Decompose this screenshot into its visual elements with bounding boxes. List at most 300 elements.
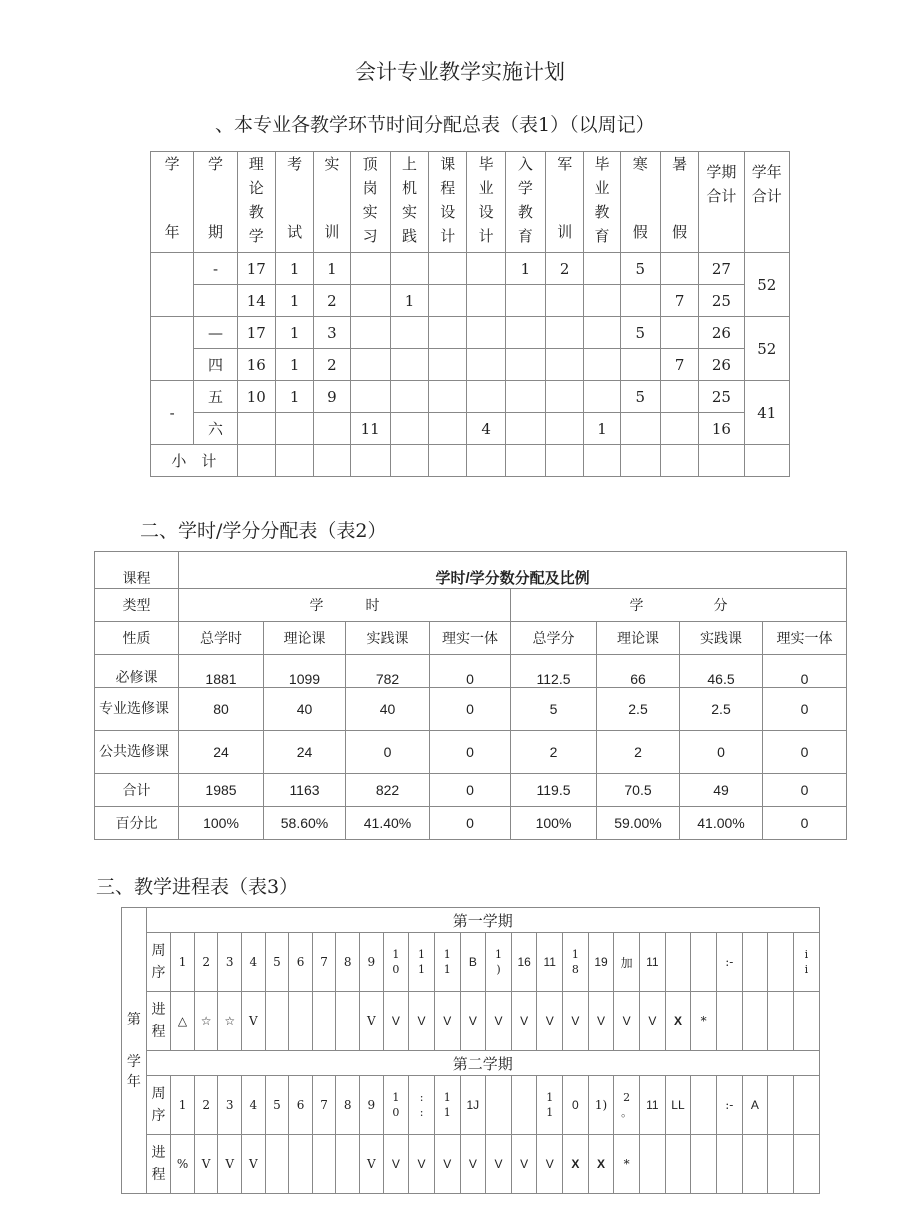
progress-cell xyxy=(793,1135,819,1194)
week-cell: i i xyxy=(793,933,819,992)
value-cell: 66 xyxy=(597,655,680,688)
cell: 5 xyxy=(620,317,660,349)
cell: 2 xyxy=(546,253,584,285)
table1-header-cell xyxy=(151,152,194,253)
week-cell xyxy=(793,1076,819,1135)
week-cell: 8 xyxy=(336,1076,360,1135)
cell: 1 xyxy=(275,253,313,285)
progress-cell: V xyxy=(434,1135,460,1194)
cell: 25 xyxy=(699,381,744,413)
progress-cell: V xyxy=(460,1135,486,1194)
cell xyxy=(467,285,505,317)
week-label xyxy=(146,933,171,992)
cell xyxy=(350,317,390,349)
cell: 1 xyxy=(390,285,428,317)
week-cell: 11 xyxy=(640,1076,666,1135)
side-top: 第 xyxy=(126,1011,141,1028)
table1-header-cell xyxy=(194,152,237,253)
week-cell xyxy=(665,933,691,992)
h-type: 类型 xyxy=(95,589,179,622)
cell xyxy=(314,413,350,445)
table1-header-cell xyxy=(314,152,350,253)
week-cell: 1 8 xyxy=(563,933,589,992)
progress-cell xyxy=(289,1135,313,1194)
progress-cell: V xyxy=(614,992,640,1051)
value-cell: 24 xyxy=(179,731,264,774)
progress-cell xyxy=(289,992,313,1051)
progress-cell xyxy=(716,992,742,1051)
header-char: 合计 xyxy=(751,187,782,205)
week-cell: 11 xyxy=(640,933,666,992)
week-cell: : : xyxy=(409,1076,435,1135)
progress-cell: V xyxy=(511,992,537,1051)
week-cell: 1 xyxy=(171,933,195,992)
week-cell: A xyxy=(742,1076,768,1135)
week-cell: 5 xyxy=(265,1076,289,1135)
cell xyxy=(390,253,428,285)
progress-cell: X xyxy=(665,992,691,1051)
cell xyxy=(505,349,545,381)
cell xyxy=(584,381,620,413)
column-header: 实践课 xyxy=(346,622,430,655)
cell xyxy=(467,381,505,413)
header-char: 合计 xyxy=(706,187,737,205)
week-cell: 9 xyxy=(360,1076,384,1135)
progress-cell: % xyxy=(171,1135,195,1194)
cell xyxy=(584,285,620,317)
header-char: 习 xyxy=(362,227,378,245)
cell xyxy=(546,381,584,413)
progress-cell: X xyxy=(588,1135,614,1194)
header-char: 学 xyxy=(207,155,223,173)
progress-cell xyxy=(312,1135,336,1194)
progress-cell xyxy=(336,1135,360,1194)
value-cell: 41.40% xyxy=(346,807,430,840)
cell xyxy=(350,381,390,413)
header-char: 理 xyxy=(248,155,264,173)
cell: 52 xyxy=(744,317,789,381)
week-cell: 6 xyxy=(289,933,313,992)
cell: 1 xyxy=(275,285,313,317)
table1-header-cell xyxy=(744,152,789,253)
table2-row xyxy=(95,774,847,807)
header-char: 训 xyxy=(557,223,573,241)
week-cell: 2 。 xyxy=(614,1076,640,1135)
header-char: 期 xyxy=(207,223,223,241)
week-cell: 9 xyxy=(360,933,384,992)
cell xyxy=(620,285,660,317)
header-char: 岗 xyxy=(362,179,378,197)
header-char: 实 xyxy=(362,203,378,221)
header-char: 学期 xyxy=(706,163,737,181)
progress-cell xyxy=(640,1135,666,1194)
week-cell: 1 0 xyxy=(383,1076,409,1135)
week-cell: 3 xyxy=(218,933,242,992)
progress-cell xyxy=(768,992,794,1051)
week-cell: B xyxy=(460,933,486,992)
week-cell: 1 xyxy=(171,1076,195,1135)
subtotal-label: 小 计 xyxy=(151,445,238,477)
header-char: 育 xyxy=(594,227,610,245)
header-char: 教 xyxy=(248,203,264,221)
cell xyxy=(505,317,545,349)
progress-cell: V xyxy=(383,992,409,1051)
week-cell: 1) xyxy=(588,1076,614,1135)
cell: 9 xyxy=(314,381,350,413)
row-label: 专业选修课 xyxy=(95,688,179,731)
week-cell: 1 ) xyxy=(486,933,512,992)
column-header: 理论课 xyxy=(597,622,680,655)
cell: 7 xyxy=(660,285,698,317)
value-cell: 2 xyxy=(597,731,680,774)
table1-row xyxy=(151,349,790,381)
table1-row xyxy=(151,317,790,349)
table1-header-cell xyxy=(584,152,620,253)
cell xyxy=(505,381,545,413)
week-cell xyxy=(768,1076,794,1135)
week-cell: 3 xyxy=(218,1076,242,1135)
progress-row xyxy=(122,1135,820,1194)
cell xyxy=(660,413,698,445)
progress-cell: ☆ xyxy=(218,992,242,1051)
progress-cell: V xyxy=(409,992,435,1051)
week-cell: 5 xyxy=(265,933,289,992)
value-cell: 2.5 xyxy=(680,688,763,731)
header-char: 程 xyxy=(440,179,456,197)
progress-cell: V xyxy=(242,992,266,1051)
progress-cell: V xyxy=(460,992,486,1051)
value-cell: 0 xyxy=(430,807,511,840)
label-char: 周 xyxy=(151,1086,166,1102)
value-cell: 49 xyxy=(680,774,763,807)
cell xyxy=(390,349,428,381)
progress-cell xyxy=(768,1135,794,1194)
cell: 2 xyxy=(314,349,350,381)
header-char: 学 xyxy=(517,179,533,197)
header-char: 实 xyxy=(401,203,417,221)
teaching-progress-table xyxy=(121,907,820,1194)
header-char: 课 xyxy=(440,155,456,173)
header-char: 试 xyxy=(287,223,303,241)
table1-header-cell xyxy=(390,152,428,253)
week-cell: 1J xyxy=(460,1076,486,1135)
value-cell: 112.5 xyxy=(511,655,597,688)
week-cell xyxy=(691,1076,717,1135)
cell xyxy=(350,349,390,381)
week-cell: 2 xyxy=(194,933,218,992)
value-cell: 782 xyxy=(346,655,430,688)
week-cell: 加 xyxy=(614,933,640,992)
value-cell: 2 xyxy=(511,731,597,774)
week-cell: 16 xyxy=(511,933,537,992)
cell xyxy=(275,413,313,445)
progress-cell: V xyxy=(383,1135,409,1194)
cell xyxy=(194,285,237,317)
week-cell: 8 xyxy=(336,933,360,992)
side-mid: 学 xyxy=(126,1053,141,1070)
cell: 11 xyxy=(350,413,390,445)
progress-cell xyxy=(265,992,289,1051)
cell xyxy=(237,413,275,445)
cell: 四 xyxy=(194,349,237,381)
value-cell: 41.00% xyxy=(680,807,763,840)
cell: - xyxy=(194,253,237,285)
week-cell: 2 xyxy=(194,1076,218,1135)
value-cell: 0 xyxy=(763,655,847,688)
value-cell: 0 xyxy=(430,655,511,688)
table2-row xyxy=(95,731,847,774)
cell xyxy=(467,317,505,349)
cell xyxy=(546,285,584,317)
week-cell: 1 1 xyxy=(434,1076,460,1135)
header-char: 军 xyxy=(557,155,573,173)
progress-label xyxy=(146,992,171,1051)
value-cell: 40 xyxy=(346,688,430,731)
h-hours: 学 时 xyxy=(179,589,511,622)
table1-header-cell xyxy=(237,152,275,253)
cell: 7 xyxy=(660,349,698,381)
table1-header-row xyxy=(151,152,790,253)
value-cell: 24 xyxy=(264,731,346,774)
cell: 5 xyxy=(620,253,660,285)
week-cell: 1 1 xyxy=(409,933,435,992)
progress-cell: V xyxy=(537,992,563,1051)
value-cell: 0 xyxy=(430,688,511,731)
cell: 5 xyxy=(620,381,660,413)
side-bot: 年 xyxy=(126,1073,141,1090)
cell xyxy=(350,253,390,285)
week-cell: 0 xyxy=(563,1076,589,1135)
row-label: 百分比 xyxy=(95,807,179,840)
value-cell: 1099 xyxy=(264,655,346,688)
cell: 1 xyxy=(275,349,313,381)
value-cell: 2.5 xyxy=(597,688,680,731)
header-char: 教 xyxy=(594,203,610,221)
cell xyxy=(660,381,698,413)
cell xyxy=(151,253,194,317)
header-char: 业 xyxy=(478,179,494,197)
table1-header-cell xyxy=(275,152,313,253)
week-cell: 11 xyxy=(537,933,563,992)
week-cell xyxy=(486,1076,512,1135)
progress-cell: V xyxy=(588,992,614,1051)
table1-row xyxy=(151,413,790,445)
progress-cell xyxy=(742,1135,768,1194)
value-cell: 1985 xyxy=(179,774,264,807)
header-char: 业 xyxy=(594,179,610,197)
week-cell xyxy=(742,933,768,992)
section-1-heading: 、本专业各教学环节时间分配总表（表1）（以周记） xyxy=(215,114,655,136)
cell: 14 xyxy=(237,285,275,317)
week-label xyxy=(146,1076,171,1135)
column-header: 理实一体 xyxy=(763,622,847,655)
cell xyxy=(584,317,620,349)
week-cell: :- xyxy=(716,1076,742,1135)
header-char: 计 xyxy=(440,227,456,245)
header-char: 育 xyxy=(517,227,533,245)
cell xyxy=(505,413,545,445)
cell: 10 xyxy=(237,381,275,413)
progress-cell xyxy=(265,1135,289,1194)
cell: 六 xyxy=(194,413,237,445)
progress-cell: V xyxy=(434,992,460,1051)
table1-header-cell xyxy=(467,152,505,253)
cell xyxy=(660,317,698,349)
cell: 17 xyxy=(237,317,275,349)
cell: 1 xyxy=(275,317,313,349)
header-char: 暑 xyxy=(672,155,688,173)
table2-row xyxy=(95,655,847,688)
table1-header-cell xyxy=(546,152,584,253)
progress-label xyxy=(146,1135,171,1194)
progress-cell: * xyxy=(614,1135,640,1194)
progress-cell: V xyxy=(563,992,589,1051)
cell xyxy=(429,349,467,381)
header-char: 假 xyxy=(672,223,688,241)
progress-cell xyxy=(665,1135,691,1194)
cell xyxy=(620,413,660,445)
table1-header-cell xyxy=(620,152,660,253)
cell: 16 xyxy=(699,413,744,445)
progress-cell xyxy=(742,992,768,1051)
week-cell: 6 xyxy=(289,1076,313,1135)
progress-cell: X xyxy=(563,1135,589,1194)
progress-cell: V xyxy=(409,1135,435,1194)
header-char: 设 xyxy=(478,203,494,221)
row-label: 公共选修课 xyxy=(95,731,179,774)
table2-row xyxy=(95,807,847,840)
value-cell: 100% xyxy=(179,807,264,840)
cell xyxy=(467,253,505,285)
progress-cell: V xyxy=(537,1135,563,1194)
row-label: 必修课 xyxy=(95,655,179,688)
header-char: 学 xyxy=(164,155,180,173)
label-char: 程 xyxy=(151,1024,166,1040)
cell: 五 xyxy=(194,381,237,413)
header-char: 践 xyxy=(401,227,417,245)
cell xyxy=(660,253,698,285)
value-cell: 1881 xyxy=(179,655,264,688)
header-char: 学 xyxy=(248,227,264,245)
value-cell: 100% xyxy=(511,807,597,840)
cell xyxy=(390,381,428,413)
cell: — xyxy=(194,317,237,349)
progress-cell: V xyxy=(640,992,666,1051)
header-char: 教 xyxy=(517,203,533,221)
cell xyxy=(546,349,584,381)
value-cell: 59.00% xyxy=(597,807,680,840)
cell: 16 xyxy=(237,349,275,381)
label-char: 序 xyxy=(151,1108,166,1124)
table1-row xyxy=(151,253,790,285)
table1-subtotal-row xyxy=(151,445,790,477)
header-char: 训 xyxy=(324,223,340,241)
header-char: 上 xyxy=(401,155,417,173)
column-header: 实践课 xyxy=(680,622,763,655)
value-cell: 0 xyxy=(763,774,847,807)
header-char: 毕 xyxy=(594,155,610,173)
year-side-label xyxy=(122,908,147,1194)
value-cell: 58.60% xyxy=(264,807,346,840)
value-cell: 40 xyxy=(264,688,346,731)
progress-cell: * xyxy=(691,992,717,1051)
table1-header-cell xyxy=(699,152,744,253)
cell: 27 xyxy=(699,253,744,285)
cell xyxy=(350,285,390,317)
value-cell: 0 xyxy=(346,731,430,774)
progress-cell: V xyxy=(360,1135,384,1194)
value-cell: 5 xyxy=(511,688,597,731)
progress-cell xyxy=(716,1135,742,1194)
cell: 3 xyxy=(314,317,350,349)
header-char: 毕 xyxy=(478,155,494,173)
header-char: 入 xyxy=(517,155,533,173)
semester-2-title: 第二学期 xyxy=(146,1051,819,1076)
credit-allocation-table xyxy=(94,551,847,840)
value-cell: 46.5 xyxy=(680,655,763,688)
value-cell: 0 xyxy=(763,731,847,774)
cell: 52 xyxy=(744,253,789,317)
cell: 4 xyxy=(467,413,505,445)
progress-cell xyxy=(793,992,819,1051)
cell xyxy=(620,349,660,381)
cell: 26 xyxy=(699,317,744,349)
header-char: 设 xyxy=(440,203,456,221)
week-cell: 19 xyxy=(588,933,614,992)
cell: 1 xyxy=(584,413,620,445)
label-char: 进 xyxy=(151,1145,166,1161)
cell xyxy=(546,317,584,349)
week-cell: 1 0 xyxy=(383,933,409,992)
week-cell: 7 xyxy=(312,933,336,992)
label-char: 程 xyxy=(151,1167,166,1183)
week-cell xyxy=(691,933,717,992)
value-cell: 1163 xyxy=(264,774,346,807)
h-credits: 学 分 xyxy=(511,589,847,622)
header-char: 年 xyxy=(164,223,180,241)
header-char: 机 xyxy=(401,179,417,197)
cell: 25 xyxy=(699,285,744,317)
week-row xyxy=(122,1076,820,1135)
cell xyxy=(429,253,467,285)
progress-cell: V xyxy=(360,992,384,1051)
progress-row xyxy=(122,992,820,1051)
progress-cell xyxy=(691,1135,717,1194)
week-cell: 4 xyxy=(242,933,266,992)
column-header: 理实一体 xyxy=(430,622,511,655)
cell xyxy=(429,381,467,413)
progress-cell: V xyxy=(486,992,512,1051)
value-cell: 0 xyxy=(430,731,511,774)
page-title: 会计专业教学实施计划 xyxy=(355,60,565,84)
cell xyxy=(390,413,428,445)
cell xyxy=(151,317,194,381)
value-cell: 822 xyxy=(346,774,430,807)
cell xyxy=(390,317,428,349)
section-3-heading: 三、教学进程表（表3） xyxy=(96,876,299,898)
week-cell: 7 xyxy=(312,1076,336,1135)
cell: 1 xyxy=(275,381,313,413)
value-cell: 70.5 xyxy=(597,774,680,807)
header-char: 实 xyxy=(324,155,340,173)
h-nature: 性质 xyxy=(95,622,179,655)
value-cell: 0 xyxy=(430,774,511,807)
label-char: 周 xyxy=(151,943,166,959)
table1-header-cell xyxy=(660,152,698,253)
table1-header-cell xyxy=(505,152,545,253)
progress-cell: V xyxy=(218,1135,242,1194)
column-header: 总学时 xyxy=(179,622,264,655)
